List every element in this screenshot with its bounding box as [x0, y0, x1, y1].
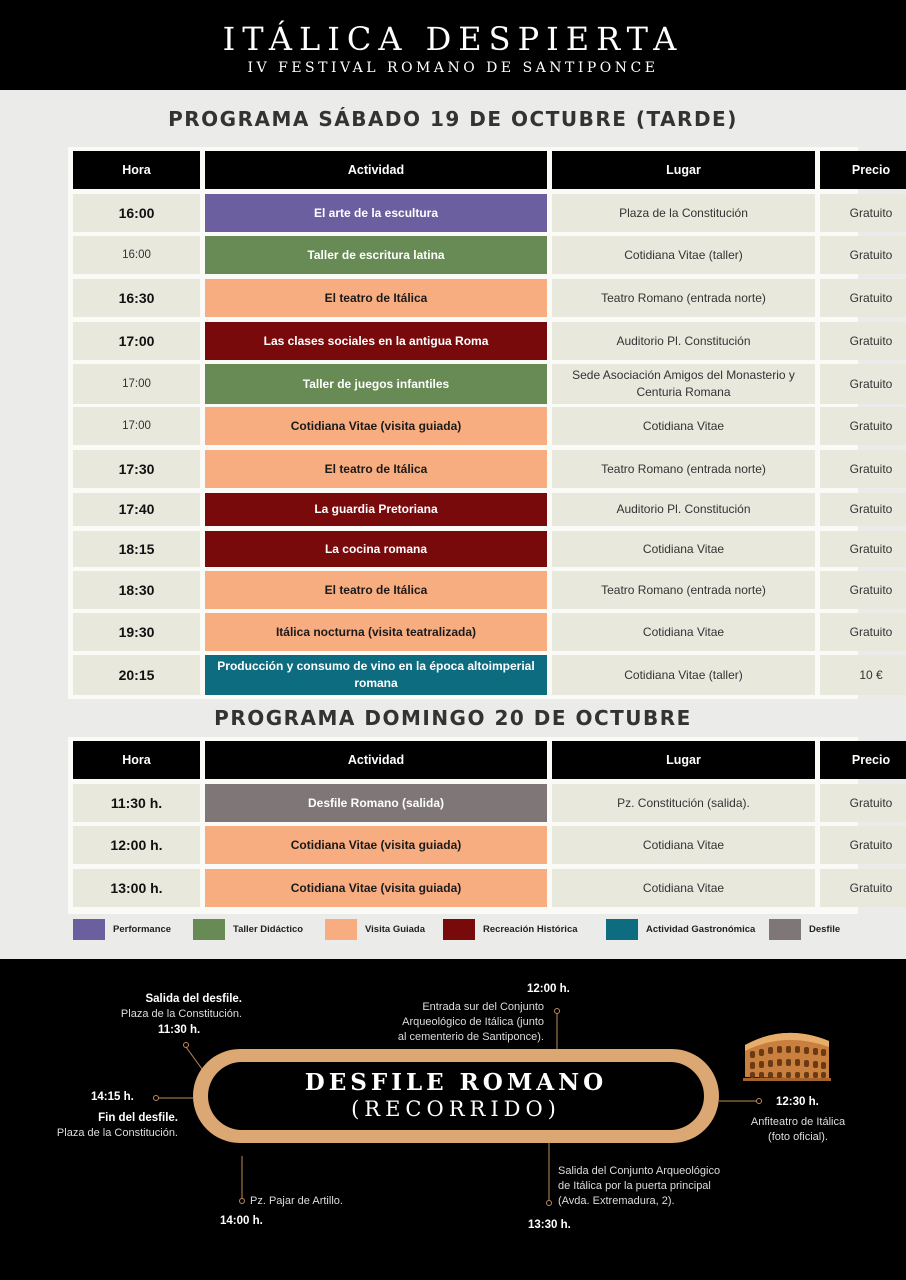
row-activity: Cotidiana Vitae (visita guiada): [205, 407, 547, 445]
table-row: [68, 279, 893, 317]
legend-swatch: [443, 919, 475, 940]
stop-pajar: Pz. Pajar de Artillo.: [250, 1195, 343, 1207]
table-row: [68, 531, 893, 567]
row-time: 12:00 h.: [73, 826, 200, 864]
row-time: 19:30: [73, 613, 200, 651]
header-cell-actividad: Actividad: [205, 741, 547, 779]
header-cell-lugar: Lugar: [552, 741, 815, 779]
row-activity: La guardia Pretoriana: [205, 493, 547, 526]
stop-salida-conjunto-line-1: Salida del Conjunto Arqueológico: [558, 1165, 721, 1177]
legend-item-recreacion: [443, 918, 578, 940]
row-time: 11:30 h.: [73, 784, 200, 822]
stop-anfiteatro-line-2: (foto oficial).: [768, 1131, 828, 1143]
row-place: Cotidiana Vitae: [552, 869, 815, 907]
stop-salida-label: Salida del desfile.: [145, 993, 242, 1005]
legend-label: Desfile: [809, 923, 841, 935]
table-row: [68, 493, 893, 526]
connector-salida: [186, 1047, 202, 1069]
table-row: [68, 826, 893, 864]
row-time: 13:00 h.: [73, 869, 200, 907]
row-place: Sede Asociación Amigos del Monasterio y Centuria Romana: [552, 364, 815, 404]
row-time: 20:15: [73, 655, 200, 695]
stop-entrada-line-2: Arqueológico de Itálica (junto: [402, 1016, 544, 1028]
connector-dot-anfiteatro: [757, 1099, 762, 1104]
row-place: Cotidiana Vitae (taller): [552, 655, 815, 695]
row-time: 17:30: [73, 450, 200, 488]
legend-swatch: [193, 919, 225, 940]
table-row: [68, 571, 893, 609]
row-time: 16:00: [73, 194, 200, 232]
connector-dot-fin: [154, 1096, 159, 1101]
connector-dot-entrada: [555, 1009, 560, 1014]
header-cell-precio: Precio: [820, 741, 906, 779]
connector-dot-salida-conjunto: [547, 1201, 552, 1206]
parade-route-section: [0, 959, 906, 1280]
legend-item-gastronomica: [606, 918, 755, 940]
header-cell-hora: Hora: [73, 741, 200, 779]
row-place: Cotidiana Vitae: [552, 531, 815, 567]
stop-anfiteatro: [738, 1115, 858, 1145]
legend-label: Performance: [113, 923, 172, 935]
row-place: Plaza de la Constitución: [552, 194, 815, 232]
stop-entrada-time: 12:00 h.: [527, 983, 570, 995]
stop-fin: [20, 1111, 178, 1141]
connector-dot-pajar: [240, 1199, 245, 1204]
row-price: Gratuito: [820, 826, 906, 864]
row-place: Auditorio Pl. Constitución: [552, 322, 815, 360]
legend-item-performance: [73, 918, 171, 940]
row-price: Gratuito: [820, 784, 906, 822]
legend-swatch: [73, 919, 105, 940]
legend-label: Recreación Histórica: [483, 923, 578, 935]
row-time: 18:15: [73, 531, 200, 567]
table-header-row: [68, 151, 891, 189]
row-price: Gratuito: [820, 450, 906, 488]
legend-label: Actividad Gastronómica: [646, 923, 756, 935]
stop-salida-time: 11:30 h.: [158, 1024, 201, 1036]
row-activity: El teatro de Itálica: [205, 279, 547, 317]
row-place: Cotidiana Vitae: [552, 407, 815, 445]
row-time: 18:30: [73, 571, 200, 609]
row-time: 17:00: [73, 322, 200, 360]
header-cell-lugar: Lugar: [552, 151, 815, 189]
row-price: Gratuito: [820, 493, 906, 526]
stop-salida-conjunto-line-2: de Itálica por la puerta principal: [558, 1180, 711, 1192]
row-price: Gratuito: [820, 279, 906, 317]
row-time: 16:30: [73, 279, 200, 317]
row-price: Gratuito: [820, 194, 906, 232]
legend-swatch: [325, 919, 357, 940]
table-row: [68, 613, 893, 651]
row-price: Gratuito: [820, 364, 906, 404]
header-cell-hora: Hora: [73, 151, 200, 189]
table-row: [68, 450, 893, 488]
activity-legend: [0, 918, 906, 940]
legend-swatch: [606, 919, 638, 940]
route-track: [193, 1049, 719, 1143]
table-row: [68, 236, 893, 274]
legend-item-taller: [193, 918, 303, 940]
table-row: [68, 655, 883, 695]
sunday-schedule-table: [68, 737, 893, 914]
table-row: [68, 869, 893, 907]
row-price: Gratuito: [820, 613, 906, 651]
stop-entrada-line-3: al cementerio de Santiponce).: [397, 1031, 544, 1043]
legend-swatch: [769, 919, 801, 940]
stop-fin-place: Plaza de la Constitución.: [56, 1127, 178, 1139]
row-activity: La cocina romana: [205, 531, 547, 567]
festival-subtitle: IV FESTIVAL ROMANO DE SANTIPONCE: [247, 60, 659, 76]
route-title: DESFILE ROMANO: [304, 1069, 608, 1096]
row-activity: Itálica nocturna (visita teatralizada): [205, 613, 547, 651]
row-price: 10 €: [820, 655, 906, 695]
saturday-schedule-table: [68, 147, 893, 699]
row-price: Gratuito: [820, 869, 906, 907]
table-row: [68, 407, 893, 445]
row-price: Gratuito: [820, 531, 906, 567]
connector-dot-salida: [184, 1043, 189, 1048]
row-activity: El arte de la escultura: [205, 194, 547, 232]
row-activity: Desfile Romano (salida): [205, 784, 547, 822]
row-activity: Cotidiana Vitae (visita guiada): [205, 869, 547, 907]
stop-anfiteatro-time: 12:30 h.: [776, 1096, 819, 1108]
stop-salida-conjunto-line-3: (Avda. Extremadura, 2).: [558, 1195, 675, 1207]
row-price: Gratuito: [820, 571, 906, 609]
header-cell-precio: Precio: [820, 151, 906, 189]
table-header-row: [68, 741, 891, 779]
row-place: Pz. Constitución (salida).: [552, 784, 815, 822]
stop-salida: [40, 992, 242, 1022]
row-time: 17:00: [73, 407, 200, 445]
stop-salida-conjunto: [558, 1164, 758, 1209]
sunday-title: PROGRAMA DOMINGO 20 DE OCTUBRE: [214, 706, 692, 730]
row-activity: Las clases sociales en la antigua Roma: [205, 322, 547, 360]
saturday-title: PROGRAMA SÁBADO 19 DE OCTUBRE (TARDE): [168, 107, 738, 131]
row-activity: El teatro de Itálica: [205, 571, 547, 609]
row-place: Teatro Romano (entrada norte): [552, 279, 815, 317]
legend-item-visita: [325, 918, 425, 940]
row-activity: Producción y consumo de vino en la época altoimperial romana: [205, 655, 547, 695]
table-row: [68, 194, 893, 232]
stop-fin-time: 14:15 h.: [91, 1091, 134, 1103]
row-place: Auditorio Pl. Constitución: [552, 493, 815, 526]
row-activity: Taller de escritura latina: [205, 236, 547, 274]
row-activity: Taller de juegos infantiles: [205, 364, 547, 404]
row-price: Gratuito: [820, 322, 906, 360]
row-time: 17:40: [73, 493, 200, 526]
row-activity: El teatro de Itálica: [205, 450, 547, 488]
stop-entrada-line-1: Entrada sur del Conjunto: [422, 1001, 544, 1013]
colosseum-icon: [743, 1033, 831, 1081]
stop-salida-conjunto-time: 13:30 h.: [528, 1219, 571, 1231]
stop-fin-label: Fin del desfile.: [98, 1112, 178, 1124]
row-time: 16:00: [73, 236, 200, 274]
legend-label: Visita Guiada: [365, 923, 426, 935]
route-subtitle: (RECORRIDO): [351, 1097, 561, 1121]
table-row: [68, 322, 893, 360]
stop-anfiteatro-line-1: Anfiteatro de Itálica: [750, 1116, 846, 1128]
row-place: Teatro Romano (entrada norte): [552, 450, 815, 488]
table-row: [68, 364, 893, 404]
row-time: 17:00: [73, 364, 200, 404]
row-place: Cotidiana Vitae: [552, 613, 815, 651]
row-place: Teatro Romano (entrada norte): [552, 571, 815, 609]
stop-salida-place: Plaza de la Constitución.: [120, 1008, 242, 1020]
header-cell-actividad: Actividad: [205, 151, 547, 189]
row-place: Cotidiana Vitae (taller): [552, 236, 815, 274]
page-header: [0, 0, 906, 90]
row-price: Gratuito: [820, 236, 906, 274]
stop-entrada: [340, 1000, 544, 1045]
legend-item-desfile: [769, 918, 840, 940]
festival-title: ITÁLICA DESPIERTA: [222, 20, 684, 58]
row-activity: Cotidiana Vitae (visita guiada): [205, 826, 547, 864]
row-place: Cotidiana Vitae: [552, 826, 815, 864]
legend-label: Taller Didáctico: [233, 923, 304, 935]
stop-pajar-time: 14:00 h.: [220, 1215, 263, 1227]
table-row: [68, 784, 893, 822]
row-price: Gratuito: [820, 407, 906, 445]
